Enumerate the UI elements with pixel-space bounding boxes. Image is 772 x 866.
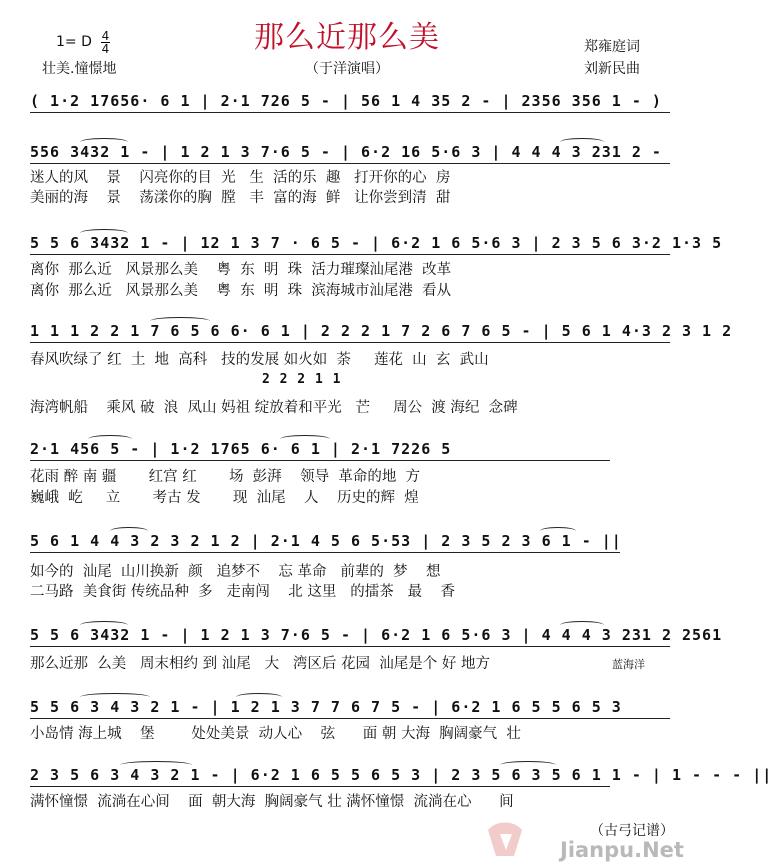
score-line-4: 1 1 1 2 2 1 7 6 5 6 6· 6 1 | 2 2 2 1 7 2 6 7 6 5 - | 5 6 1 4·3 2 3 1 2: [30, 322, 733, 340]
lyricist: 郑雍庭词: [584, 39, 640, 55]
score-line-3: 5 5 6 3432 1 - | 12 1 3 7 · 6 5 - | 6·2 1 6 5·6 3 | 2 3 5 6 3·2 1·3 5: [30, 234, 723, 252]
slur: [80, 138, 128, 146]
beam-line: [30, 254, 670, 255]
beam-line: [30, 112, 670, 113]
slur: [88, 435, 132, 443]
lyric-line-4-v1: 春风吹绿了 红 土 地 高科 技的发展 如火如 荼 莲花 山 玄 武山: [30, 352, 489, 368]
performer-subtitle: （于洋演唱）: [305, 61, 389, 77]
slur: [110, 527, 148, 535]
lyric-line-4-v2: 海湾帆船 乘风 破 浪 凤山 妈祖 绽放着和平光 芒 周公 渡 海纪 念碑: [30, 400, 518, 416]
slur: [500, 761, 556, 769]
beam-line: [30, 786, 610, 787]
beam-line: [30, 646, 670, 647]
slur: [540, 527, 576, 535]
beam-line: [30, 718, 670, 719]
lyric-line-9: 满怀憧憬 流淌在心间 面 朝大海 胸阔豪气 壮 满怀憧憬 流淌在心 间: [30, 794, 514, 810]
lyric-line-6-v1: 如今的 汕尾 山川换新 颜 追梦不 忘 革命 前辈的 梦 想: [30, 564, 441, 580]
slur: [236, 693, 282, 701]
score-line-7: 5 5 6 3432 1 - | 1 2 1 3 7·6 5 - | 6·2 1 6 5·6 3 | 4 4 4 3 231 2 2561: [30, 626, 723, 644]
site-logo-icon: [482, 820, 526, 864]
beam-line: [30, 163, 670, 164]
beam-line: [30, 342, 670, 343]
slur: [80, 229, 128, 237]
lyric-line-3-v1: 离你 那么近 风景那么美 粤 东 明 珠 活力璀璨汕尾港 改革: [30, 262, 452, 278]
slur: [560, 621, 604, 629]
lyric-line-6-v2: 二马路 美食街 传统品种 多 走南闯 北 这里 的擂茶 最 香: [30, 584, 456, 600]
expression-marking: 壮美.憧憬地: [42, 61, 117, 77]
slur: [80, 693, 150, 701]
lyric-line-5-v1: 花雨 醉 南 疆 红宫 红 场 彭湃 领导 革命的地 方: [30, 469, 421, 485]
beam-line: [30, 460, 610, 461]
slur: [120, 761, 192, 769]
score-line-6: 5 6 1 4 4 3 2 3 2 1 2 | 2·1 4 5 6 5·53 | 2 3 5 2 3 6 1 - ||: [30, 532, 622, 550]
lyric-line-7: 那么近那 么美 周末相约 到 汕尾 大 湾区后 花园 汕尾是个 好 地方: [30, 656, 490, 672]
slur: [150, 317, 210, 325]
score-line-8: 5 5 6 3 4 3 2 1 - | 1 2 1 3 7 7 6 7 5 - | 6·2 1 6 5 5 6 5 3: [30, 698, 622, 716]
time-sig-bottom: 4: [101, 42, 110, 56]
lyric-line-3-v2: 离你 那么近 风景那么美 粤 东 明 珠 滨海城市汕尾港 看从: [30, 283, 452, 299]
song-title: 那么近那么美: [254, 20, 440, 55]
score-line-1: ( 1·2 17656· 6 1 | 2·1 726 5 - | 56 1 4 35 2 - | 2356 356 1 - ): [30, 92, 662, 110]
time-signature: [101, 30, 110, 55]
lyric-line-7-tail: 蓝海洋: [612, 658, 645, 671]
time-sig-top: 4: [101, 29, 110, 43]
transcriber-credit: （古弓记谱）: [590, 823, 674, 839]
slur: [80, 621, 128, 629]
key-signature: 1= D: [56, 34, 92, 50]
composer: 刘新民曲: [584, 61, 640, 77]
lyric-line-2-v1: 迷人的风 景 闪亮你的目 光 生 活的乐 趣 打开你的心 房: [30, 170, 451, 186]
variant-notes: 2 2 2 1 1: [262, 372, 342, 387]
slur: [560, 138, 604, 146]
score-line-2: 556 3432 1 - | 1 2 1 3 7·6 5 - | 6·2 16 5·6 3 | 4 4 4 3 231 2 -: [30, 143, 662, 161]
score-line-9: 2 3 5 6 3 4 3 2 1 - | 6·2 1 6 5 5 6 5 3 | 2 3 5 6 3 5 6 1 1 - | 1 - - - ||: [30, 766, 772, 784]
lyric-line-8: 小岛情 海上城 堡 处处美景 动人心 弦 面 朝 大海 胸阔豪气 壮: [30, 726, 521, 742]
slur: [280, 435, 330, 443]
beam-line: [30, 552, 620, 553]
score-line-5: 2·1 456 5 - | 1·2 1765 6· 6 1 | 2·1 7226 5: [30, 440, 452, 458]
lyric-line-2-v2: 美丽的海 景 荡漾你的胸 膛 丰 富的海 鲜 让你尝到清 甜: [30, 190, 451, 206]
lyric-line-5-v2: 巍峨 屹 立 考古 发 现 汕尾 人 历史的辉 煌: [30, 490, 419, 506]
site-watermark: Jianpu.Net: [560, 838, 684, 862]
